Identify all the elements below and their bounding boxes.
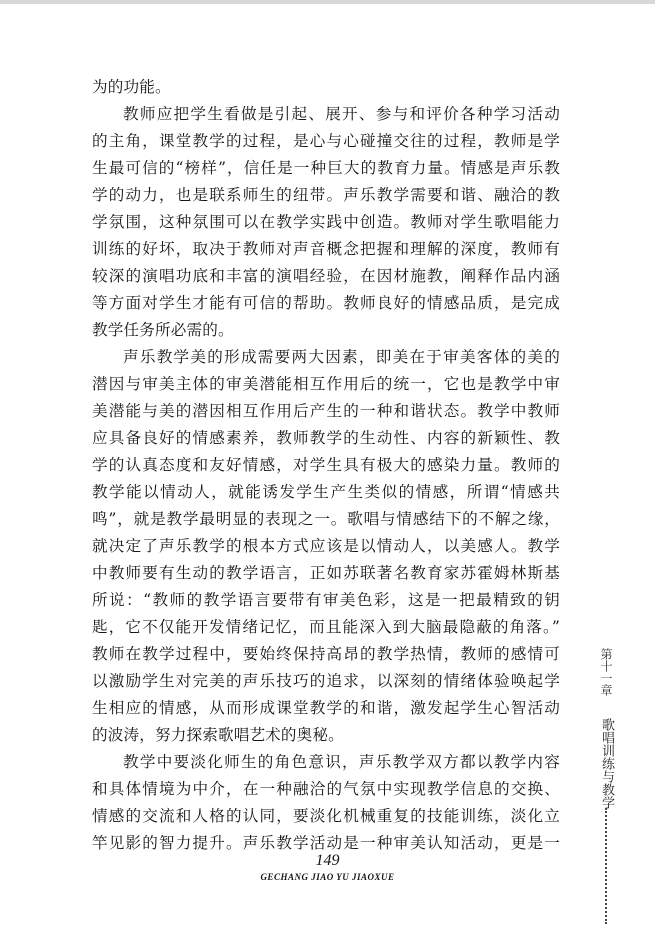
text-line: 教学能以情动人，就能诱发学生产生类似的情感，所谓“情感共 [92,483,560,501]
text-line: 美潜能与美的潜因相互作用后产生的一种和谐状态。教学中教师 [92,402,560,420]
text-line: 生最可信的“榜样”，信任是一种巨大的教育力量。情感是声乐教 [92,159,560,177]
text-line: 训练的好坏，取决于教师对声音概念把握和理解的深度，教师有 [92,240,560,258]
text-line: 就决定了声乐教学的根本方式应该是以情动人，以美感人。教学 [92,537,560,555]
text-line: 生相应的情感，从而形成课堂教学的和谐，激发起学生心智活动 [92,699,560,717]
text-line: 等方面对学生才能有可信的帮助。教师良好的情感品质，是完成 [92,294,560,312]
running-title: GECHANG JIAO YU JIAOXUE [260,872,395,882]
text-line: 竿见影的智力提升。声乐教学活动是一种审美认知活动，更是一 [92,834,560,852]
body-text [92,74,560,857]
text-line: 教师应把学生看做是引起、展开、参与和评价各种学习活动 [123,105,560,123]
text-line: 较深的演唱功底和丰富的演唱经验，在因材施教，阐释作品内涵 [92,267,560,285]
text-line: 的主角，课堂教学的过程，是心与心碰撞交往的过程，教师是学 [92,132,560,150]
text-line: 教师在教学过程中，要始终保持高昂的教学热情，教师的感情可 [92,645,560,663]
text-line: 所说：“教师的教学语言要带有审美色彩，这是一把最精致的钥 [92,591,560,609]
text-line: 潜因与审美主体的审美潜能相互作用后的统一，它也是教学中审 [92,375,560,393]
chapter-title: 歌唱训练与教学 [599,718,614,809]
text-line: 为的功能。 [92,78,171,96]
text-line: 学氛围，这种氛围可以在教学实践中创造。教师对学生歌唱能力 [92,213,560,231]
page-number: 149 [315,852,340,869]
text-line: 鸣”，就是教学最明显的表现之一。歌唱与情感结下的不解之缘， [92,510,560,528]
text-line: 声乐教学美的形成需要两大因素，即美在于审美客体的美的 [123,348,560,366]
text-line: 教学任务所必需的。 [92,321,234,339]
text-line: 的波涛，努力探索歌唱艺术的奥秘。 [92,726,344,744]
scan-edge [0,0,655,4]
text-line: 应具备良好的情感素养，教师教学的生动性、内容的新颖性、教 [92,429,560,447]
text-line: 情感的交流和人格的认同，要淡化机械重复的技能训练，淡化立 [92,807,560,825]
text-line: 和具体情境为中介，在一种融洽的气氛中实现教学信息的交换、 [92,780,560,798]
text-line: 中教师要有生动的教学语言，正如苏联著名教育家苏霍姆林斯基 [92,564,560,582]
text-line: 教学中要淡化师生的角色意识，声乐教学双方都以教学内容 [123,753,560,771]
text-line: 匙，它不仅能开发情绪记忆，而且能深入到大脑最隐蔽的角落。” [92,618,560,636]
text-line: 学的动力，也是联系师生的纽带。声乐教学需要和谐、融洽的教 [92,186,560,204]
text-line: 学的认真态度和友好情感，对学生具有极大的感染力量。教师的 [92,456,560,474]
chapter-label: 第十一章 [599,648,613,696]
text-line: 以激励学生对完美的声乐技巧的追求，以深刻的情绪体验唤起学 [92,672,560,690]
